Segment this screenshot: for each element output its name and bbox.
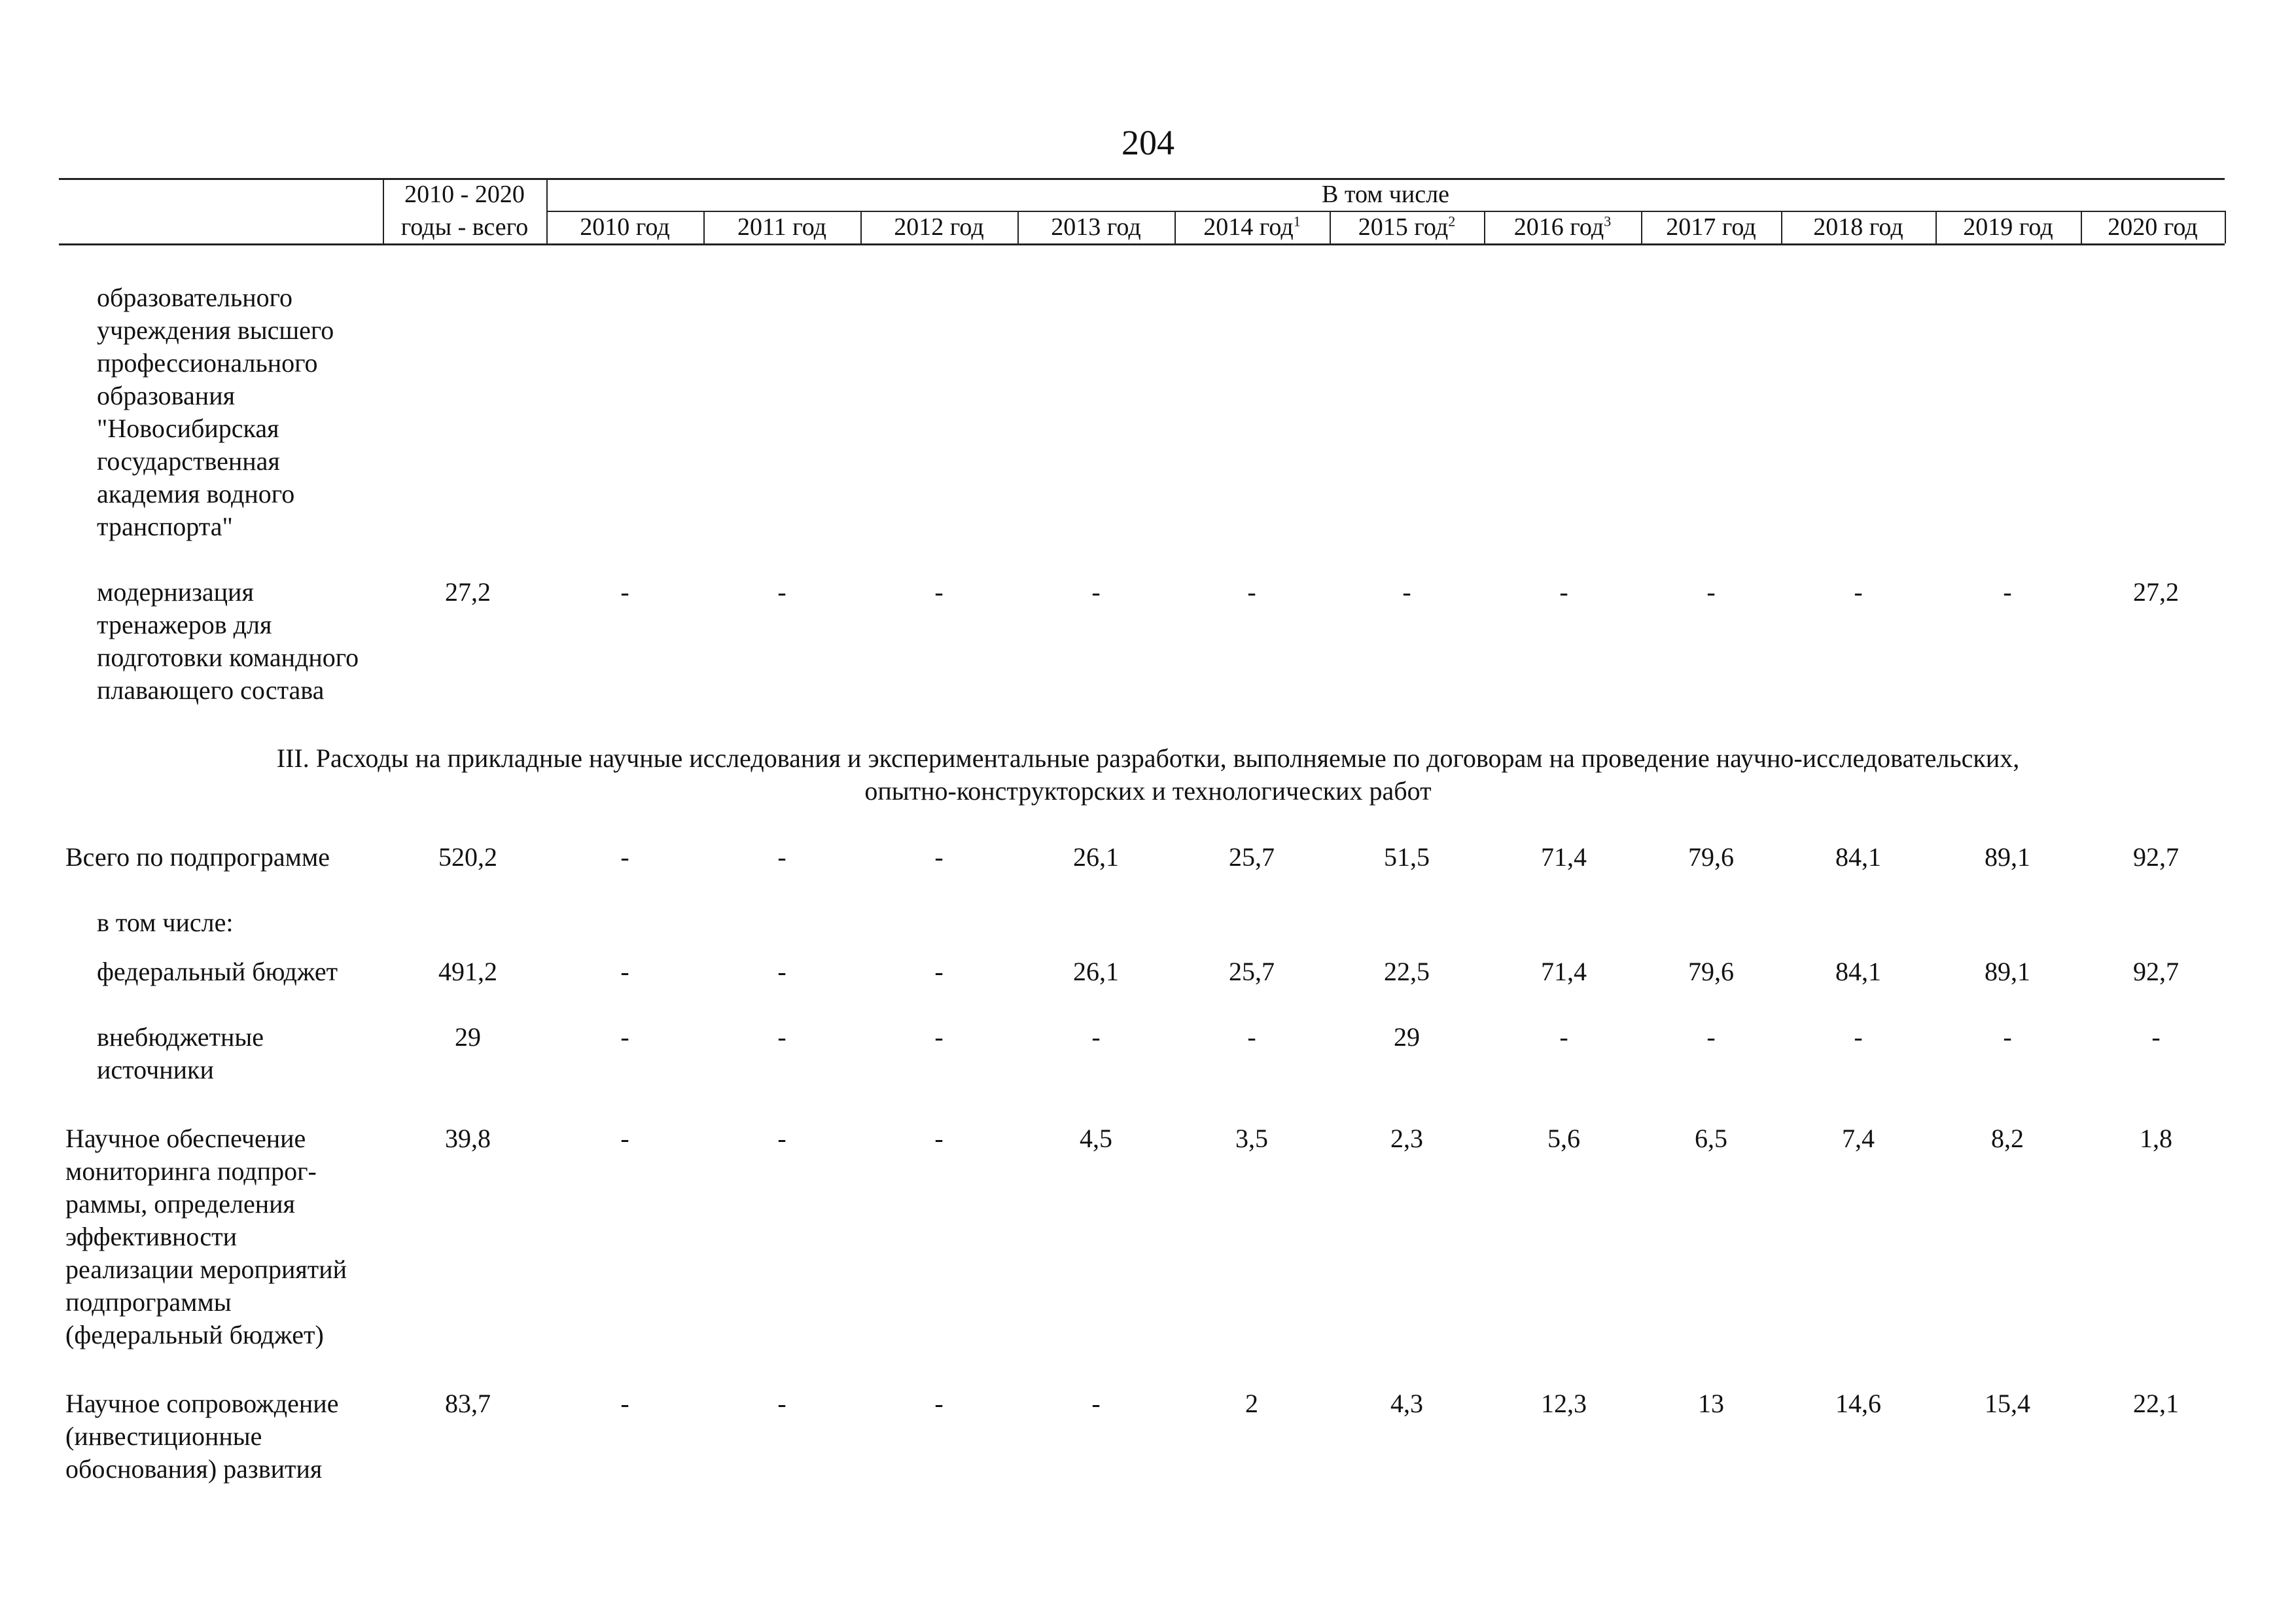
cell-year-2016: 12,3 <box>1541 1389 1587 1418</box>
header-including-label: В том числе <box>1322 181 1449 208</box>
cell-year-2010: - <box>620 1124 629 1153</box>
row-label-line: эффективности <box>65 1222 238 1251</box>
header-year-2015: 2015 год$^2$ <box>1358 213 1456 241</box>
cell-year-2015: 2,3 <box>1390 1124 1423 1153</box>
cell-year-2017: - <box>1706 577 1716 607</box>
cell-year-2017: 6,5 <box>1695 1124 1727 1153</box>
cell-year-2015: 22,5 <box>1384 957 1430 986</box>
cell-year-2018: 84,1 <box>1835 842 1881 872</box>
row-label <box>65 1387 338 1486</box>
cell-year-2020: 22,1 <box>2133 1389 2179 1418</box>
cell-year-2012: - <box>934 577 944 607</box>
cell-year-2020: - <box>2151 1022 2161 1052</box>
cell-total: 520,2 <box>438 842 497 872</box>
cell-year-2014: 25,7 <box>1229 957 1275 986</box>
cell-year-2014: 2 <box>1245 1389 1258 1418</box>
cell-year-2015: - <box>1402 577 1411 607</box>
row-label-line: транспорта" <box>97 512 233 541</box>
header-year-2012: 2012 год <box>894 213 984 241</box>
cell-year-2015: 51,5 <box>1384 842 1430 872</box>
row-label-line: образовательного <box>97 283 293 312</box>
cell-year-2013: - <box>1091 1389 1101 1418</box>
row-label-line: Научное сопровождение <box>65 1389 339 1418</box>
row-label-line: мониторинга подпрог- <box>65 1156 317 1186</box>
header-total-line2: годы - всего <box>400 213 529 241</box>
cell-year-2013: 4,5 <box>1080 1124 1112 1153</box>
cell-total: 39,8 <box>445 1124 491 1153</box>
cell-year-2014: - <box>1247 577 1256 607</box>
cell-year-2019: 89,1 <box>1985 842 2030 872</box>
cell-year-2013: - <box>1091 577 1101 607</box>
cell-year-2019: - <box>2003 577 2012 607</box>
row-label <box>97 281 334 543</box>
cell-year-2016: 71,4 <box>1541 957 1587 986</box>
row-label-line: академия водного <box>97 479 295 508</box>
header-year-2011: 2011 год <box>737 213 826 241</box>
header-year-2016: 2016 год$^3$ <box>1513 213 1612 241</box>
row-label <box>65 1122 347 1351</box>
cell-year-2011: - <box>777 1022 786 1052</box>
cell-year-2016: 5,6 <box>1547 1124 1580 1153</box>
cell-year-2017: 79,6 <box>1688 842 1734 872</box>
row-label-line: тренажеров для <box>97 610 272 639</box>
row-label-line: обоснования) развития <box>65 1454 323 1484</box>
row-label-line: раммы, определения <box>65 1189 295 1219</box>
cell-year-2011: - <box>777 842 786 872</box>
cell-year-2019: 8,2 <box>1991 1124 2024 1153</box>
header-year-2018: 2018 год <box>1813 213 1903 241</box>
header-year-2013: 2013 год <box>1051 213 1141 241</box>
footnote-marker: 3 <box>1604 213 1612 230</box>
row-label-line: источники <box>97 1055 214 1084</box>
header-column-divider <box>2225 211 2226 243</box>
row-label-line: "Новосибирская <box>97 414 279 443</box>
row-label <box>97 955 338 988</box>
cell-total: 491,2 <box>438 957 497 986</box>
row-label <box>97 1021 264 1086</box>
cell-year-2012: - <box>934 1022 944 1052</box>
cell-year-2015: 4,3 <box>1390 1389 1423 1418</box>
cell-year-2015: 29 <box>1394 1022 1420 1052</box>
cell-year-2018: 7,4 <box>1842 1124 1875 1153</box>
row-label-line: государственная <box>97 446 280 476</box>
cell-year-2020: 92,7 <box>2133 957 2179 986</box>
cell-year-2011: - <box>777 957 786 986</box>
header-year-2014: 2014 год$^1$ <box>1203 213 1301 241</box>
cell-year-2018: - <box>1854 577 1863 607</box>
cell-year-2019: 89,1 <box>1985 957 2030 986</box>
cell-year-2010: - <box>620 577 629 607</box>
cell-year-2010: - <box>620 1389 629 1418</box>
cell-year-2013: 26,1 <box>1073 842 1119 872</box>
header-years-rule <box>546 211 2225 212</box>
cell-year-2014: - <box>1247 1022 1256 1052</box>
header-year-2017: 2017 год <box>1666 213 1756 241</box>
cell-year-2017: 79,6 <box>1688 957 1734 986</box>
cell-year-2012: - <box>934 957 944 986</box>
header-year-2020: 2020 год <box>2108 213 2198 241</box>
row-label-line: (федеральный бюджет) <box>65 1320 324 1349</box>
row-label-line: подпрограммы <box>65 1287 232 1317</box>
row-label-line: в том числе: <box>97 908 234 937</box>
cell-year-2011: - <box>777 577 786 607</box>
row-label <box>97 576 359 707</box>
section-title-line1: III. Расходы на прикладные научные исследования и экспериментальные разработки, выполняемые по договорам на проведение научно-исследовательских, <box>276 743 2020 773</box>
header-year-2019: 2019 год <box>1963 213 2053 241</box>
row-label-line: подготовки командного <box>97 643 359 672</box>
cell-year-2020: 92,7 <box>2133 842 2179 872</box>
cell-total: 83,7 <box>445 1389 491 1418</box>
row-label-line: внебюджетные <box>97 1022 264 1052</box>
row-label-line: реализации мероприятий <box>65 1255 347 1284</box>
row-label <box>65 841 330 874</box>
cell-year-2011: - <box>777 1124 786 1153</box>
cell-year-2018: 84,1 <box>1835 957 1881 986</box>
row-label-line: (инвестиционные <box>65 1421 262 1451</box>
row-label-line: учреждения высшего <box>97 315 334 345</box>
cell-year-2016: 71,4 <box>1541 842 1587 872</box>
cell-total: 29 <box>455 1022 481 1052</box>
cell-year-2010: - <box>620 1022 629 1052</box>
header-year-2010: 2010 год <box>580 213 670 241</box>
row-label-line: профессионального <box>97 348 318 378</box>
cell-year-2013: 26,1 <box>1073 957 1119 986</box>
cell-year-2014: 3,5 <box>1235 1124 1268 1153</box>
row-label-line: плавающего состава <box>97 675 325 705</box>
row-label-line: модернизация <box>97 577 254 607</box>
row-label-line: Всего по подпрограмме <box>65 842 330 872</box>
cell-year-2013: - <box>1091 1022 1101 1052</box>
cell-year-2012: - <box>934 1389 944 1418</box>
cell-year-2018: - <box>1854 1022 1863 1052</box>
row-label-line: образования <box>97 381 235 410</box>
page-number: 204 <box>1122 123 1174 162</box>
row-label <box>97 906 234 939</box>
header-total-line1: 2010 - 2020 <box>404 181 525 208</box>
footnote-marker: 2 <box>1448 213 1456 230</box>
cell-year-2010: - <box>620 957 629 986</box>
cell-year-2019: 15,4 <box>1985 1389 2030 1418</box>
cell-year-2012: - <box>934 842 944 872</box>
cell-year-2020: 27,2 <box>2133 577 2179 607</box>
cell-year-2018: 14,6 <box>1835 1389 1881 1418</box>
cell-year-2016: - <box>1559 577 1568 607</box>
cell-year-2010: - <box>620 842 629 872</box>
cell-year-2017: - <box>1706 1022 1716 1052</box>
section-title-line2: опытно-конструкторских и технологических работ <box>864 776 1432 806</box>
cell-year-2016: - <box>1559 1022 1568 1052</box>
row-label-line: Научное обеспечение <box>65 1124 306 1153</box>
cell-year-2017: 13 <box>1698 1389 1724 1418</box>
cell-year-2011: - <box>777 1389 786 1418</box>
cell-year-2020: 1,8 <box>2140 1124 2172 1153</box>
cell-year-2014: 25,7 <box>1229 842 1275 872</box>
row-label-line: федеральный бюджет <box>97 957 338 986</box>
footnote-marker: 1 <box>1293 213 1301 230</box>
header-bottom-rule <box>59 243 2225 245</box>
cell-year-2019: - <box>2003 1022 2012 1052</box>
cell-year-2012: - <box>934 1124 944 1153</box>
cell-total: 27,2 <box>445 577 491 607</box>
